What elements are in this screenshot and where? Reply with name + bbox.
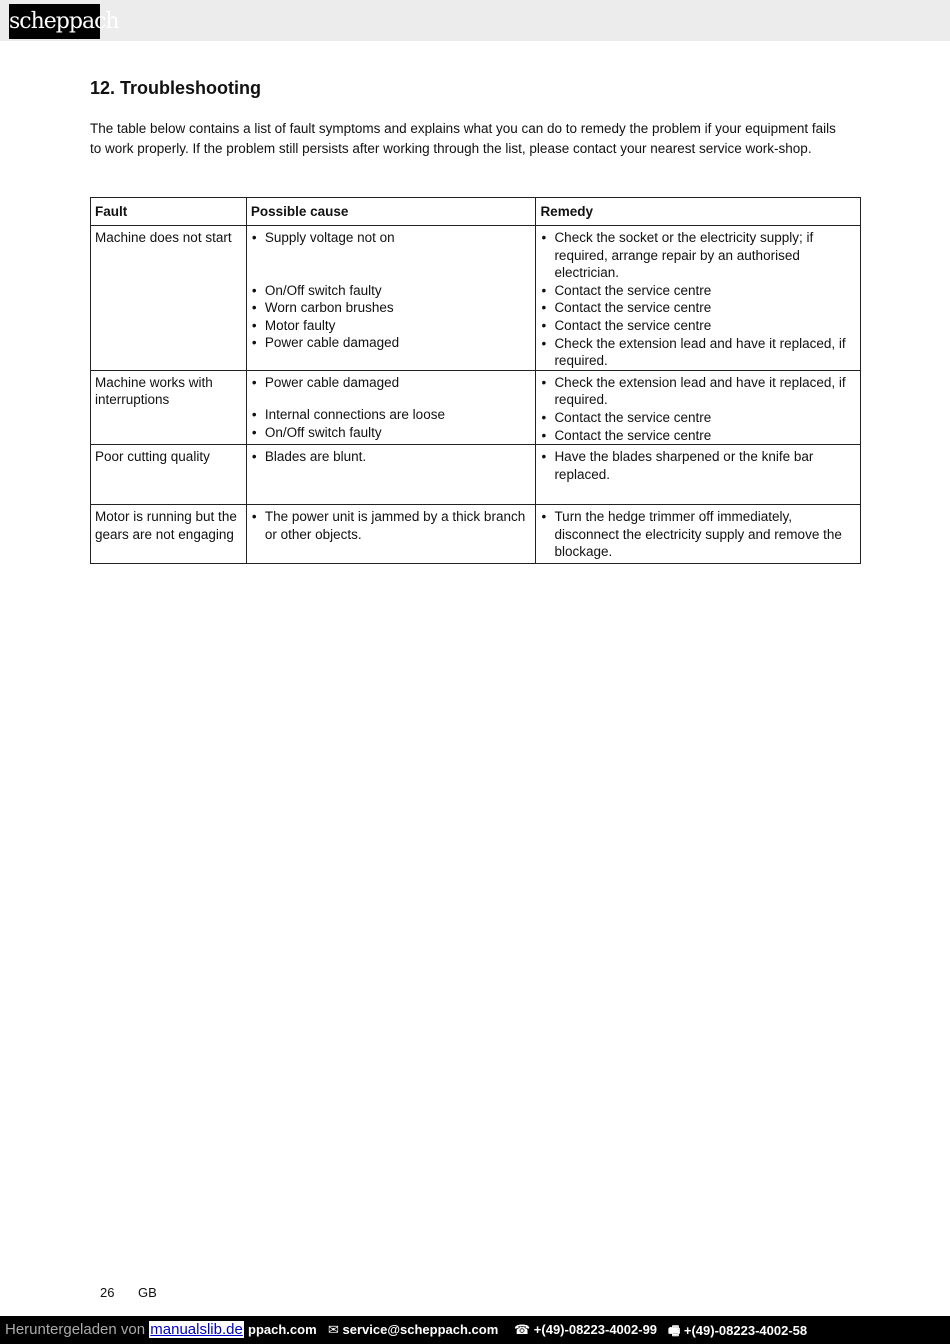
header-possible-cause: Possible cause (246, 198, 536, 226)
table-row (91, 505, 861, 564)
fault-cell: Machine works with interruptions (91, 370, 247, 444)
scheppach-logo: scheppach (9, 4, 100, 39)
cause-cell (246, 505, 536, 564)
page-number: 26 (100, 1285, 115, 1300)
cause-item: • Supply voltage not on (251, 229, 532, 247)
cause-item: • Motor faulty (251, 317, 532, 335)
header-fault: Fault (91, 198, 247, 226)
language-code: GB (138, 1285, 157, 1300)
remedy-cell (536, 445, 861, 505)
table-row (91, 226, 861, 371)
footer-website: ppach.com (248, 1322, 317, 1337)
troubleshooting-table (90, 197, 861, 564)
remedy-item: • Have the blades sharpened or the knife bar replaced. (540, 448, 856, 483)
cause-item: • The power unit is jammed by a thick branch or other objects. (251, 508, 532, 543)
cause-item: • Power cable damaged (251, 374, 532, 392)
remedy-cell (536, 370, 861, 444)
remedy-item: • Contact the service centre (540, 282, 856, 300)
cause-cell (246, 370, 536, 444)
mail-icon: ✉ (328, 1322, 343, 1337)
fault-cell: Poor cutting quality (91, 445, 247, 505)
header-remedy: Remedy (536, 198, 861, 226)
cause-item: • On/Off switch faulty (251, 282, 532, 300)
table-row (91, 445, 861, 505)
remedy-item: • Contact the service centre (540, 409, 856, 427)
manualslib-link[interactable]: manualslib.de (150, 1321, 243, 1338)
cause-cell (246, 445, 536, 505)
remedy-cell (536, 226, 861, 371)
remedy-cell (536, 505, 861, 564)
remedy-item: • Contact the service centre (540, 317, 856, 335)
cause-item: • Worn carbon brushes (251, 299, 532, 317)
download-notice (5, 1321, 244, 1338)
footer-email (328, 1322, 498, 1338)
footer-email-text: service@scheppach.com (342, 1322, 499, 1337)
table-header-row (91, 198, 861, 226)
section-title: 12. Troubleshooting (90, 78, 262, 98)
remedy-item: • Turn the hedge trimmer off immediately, disconnect the electricity supply and remove the blockage. (540, 508, 856, 561)
cause-item: • On/Off switch faulty (251, 424, 532, 442)
footer-fax: 🖷 +(49)-08223-4002-58 (668, 1323, 808, 1338)
header-bar (0, 0, 950, 41)
cause-cell (246, 226, 536, 371)
remedy-item: • Check the socket or the electricity supply; if required, arrange repair by an authorised electrician. (540, 229, 856, 282)
cause-item: • Internal connections are loose (251, 406, 532, 424)
fault-cell: Motor is running but the gears are not engaging (91, 505, 247, 564)
remedy-item: • Contact the service centre (540, 427, 856, 445)
remedy-item: • Check the extension lead and have it replaced, if required. (540, 374, 856, 409)
download-prefix: Heruntergeladen von (5, 1321, 146, 1338)
remedy-item: • Check the extension lead and have it replaced, if required. (540, 335, 856, 370)
footer-phone: ☎ +(49)-08223-4002-99 (514, 1322, 658, 1337)
table-row (91, 370, 861, 444)
cause-item: • Power cable damaged (251, 334, 532, 352)
footer-bar (0, 1316, 950, 1344)
cause-item: • Blades are blunt. (251, 448, 532, 466)
intro-paragraph: The table below contains a list of fault symptoms and explains what you can do to remedy the problem if your equipment fails to work properly. If the problem still persists after working through the list, please contact your nearest service work-shop. (90, 121, 836, 156)
remedy-item: • Contact the service centre (540, 299, 856, 317)
fault-cell: Machine does not start (91, 226, 247, 371)
